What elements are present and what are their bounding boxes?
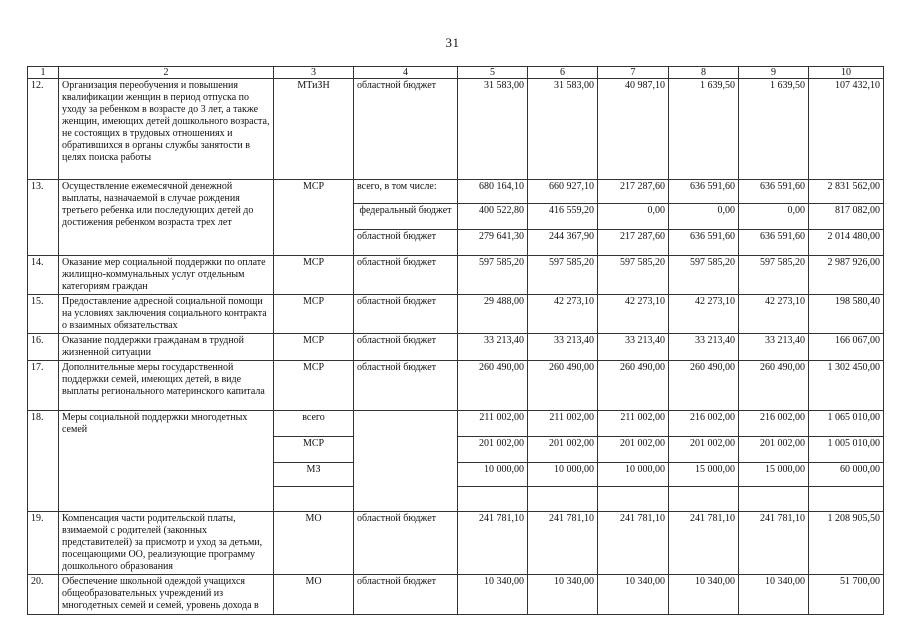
value-cell: 201 002,00: [598, 437, 669, 463]
table-row: [28, 295, 884, 334]
value-cell: 0,00: [739, 204, 809, 230]
executor: МСР: [274, 361, 354, 411]
row-number: 15.: [28, 295, 59, 334]
value-cell: 10 340,00: [669, 575, 739, 615]
funding-source: областной бюджет: [354, 512, 458, 575]
column-header: 10: [809, 67, 884, 79]
empty-cell: [528, 487, 598, 512]
value-cell: 201 002,00: [669, 437, 739, 463]
executor: МЗ: [274, 463, 354, 487]
value-cell: 416 559,20: [528, 204, 598, 230]
measure-name: Оказание мер социальной поддержки по оплате жилищно-коммунальных услуг отдельным категориям граждан: [59, 256, 274, 295]
column-header: 1: [28, 67, 59, 79]
value-cell: 51 700,00: [809, 575, 884, 615]
row-number: 18.: [28, 411, 59, 512]
value-cell: 400 522,80: [458, 204, 528, 230]
value-cell: 10 000,00: [528, 463, 598, 487]
executor: всего: [274, 411, 354, 437]
value-cell: 33 213,40: [458, 334, 528, 361]
value-cell: 241 781,10: [739, 512, 809, 575]
funding-source: федеральный бюджет: [354, 204, 458, 230]
value-cell: 10 340,00: [528, 575, 598, 615]
value-cell: 1 302 450,00: [809, 361, 884, 411]
value-cell: 260 490,00: [528, 361, 598, 411]
empty-cell: [274, 487, 354, 512]
measure-name: Предоставление адресной социальной помощи на условиях заключения социального контракта о взаимных обязательствах: [59, 295, 274, 334]
table-row: [28, 79, 884, 180]
value-cell: 42 273,10: [598, 295, 669, 334]
value-cell: 31 583,00: [458, 79, 528, 180]
value-cell: 1 208 905,50: [809, 512, 884, 575]
value-cell: 216 002,00: [739, 411, 809, 437]
value-cell: 33 213,40: [739, 334, 809, 361]
value-cell: 0,00: [598, 204, 669, 230]
value-cell: 33 213,40: [669, 334, 739, 361]
value-cell: 107 432,10: [809, 79, 884, 180]
measure-name: Обеспечение школьной одеждой учащихся общеобразовательных учреждений из многодетных семей и семей, уровень дохода в: [59, 575, 274, 615]
row-number: 14.: [28, 256, 59, 295]
value-cell: 636 591,60: [739, 230, 809, 256]
funding-source: областной бюджет: [354, 334, 458, 361]
value-cell: 33 213,40: [528, 334, 598, 361]
table-row: [28, 180, 884, 204]
value-cell: 279 641,30: [458, 230, 528, 256]
empty-cell: [739, 487, 809, 512]
value-cell: 201 002,00: [739, 437, 809, 463]
value-cell: 1 065 010,00: [809, 411, 884, 437]
column-header: 5: [458, 67, 528, 79]
header-row: [28, 67, 884, 79]
row-number: 19.: [28, 512, 59, 575]
value-cell: 1 639,50: [669, 79, 739, 180]
column-header: 9: [739, 67, 809, 79]
value-cell: 211 002,00: [598, 411, 669, 437]
empty-cell: [458, 487, 528, 512]
value-cell: 31 583,00: [528, 79, 598, 180]
value-cell: 636 591,60: [739, 180, 809, 204]
value-cell: 33 213,40: [598, 334, 669, 361]
empty-cell: [669, 487, 739, 512]
value-cell: 817 082,00: [809, 204, 884, 230]
value-cell: 680 164,10: [458, 180, 528, 204]
value-cell: 10 000,00: [458, 463, 528, 487]
value-cell: 260 490,00: [739, 361, 809, 411]
value-cell: 15 000,00: [739, 463, 809, 487]
value-cell: 201 002,00: [528, 437, 598, 463]
value-cell: 211 002,00: [528, 411, 598, 437]
value-cell: 2 014 480,00: [809, 230, 884, 256]
value-cell: 10 340,00: [739, 575, 809, 615]
value-cell: 2 831 562,00: [809, 180, 884, 204]
value-cell: 597 585,20: [669, 256, 739, 295]
value-cell: 201 002,00: [458, 437, 528, 463]
value-cell: 660 927,10: [528, 180, 598, 204]
row-number: 13.: [28, 180, 59, 256]
empty-cell: [598, 487, 669, 512]
value-cell: 217 287,60: [598, 230, 669, 256]
empty-cell: [809, 487, 884, 512]
value-cell: 211 002,00: [458, 411, 528, 437]
column-header: 3: [274, 67, 354, 79]
value-cell: 60 000,00: [809, 463, 884, 487]
measure-name: Меры социальной поддержки многодетных семей: [59, 411, 274, 512]
value-cell: 636 591,60: [669, 180, 739, 204]
funding-source: [354, 411, 458, 512]
value-cell: 597 585,20: [528, 256, 598, 295]
value-cell: 29 488,00: [458, 295, 528, 334]
measure-name: Дополнительные меры государственной поддержки семей, имеющих детей, в виде выплаты регионального материнского капитала: [59, 361, 274, 411]
value-cell: 2 987 926,00: [809, 256, 884, 295]
table-row: [28, 411, 884, 437]
value-cell: 42 273,10: [528, 295, 598, 334]
value-cell: 0,00: [669, 204, 739, 230]
executor: МСР: [274, 334, 354, 361]
value-cell: 15 000,00: [669, 463, 739, 487]
value-cell: 216 002,00: [669, 411, 739, 437]
column-header: 6: [528, 67, 598, 79]
budget-table: [27, 66, 884, 615]
value-cell: 42 273,10: [739, 295, 809, 334]
value-cell: 260 490,00: [458, 361, 528, 411]
value-cell: 241 781,10: [598, 512, 669, 575]
value-cell: 10 340,00: [598, 575, 669, 615]
value-cell: 10 340,00: [458, 575, 528, 615]
value-cell: 597 585,20: [458, 256, 528, 295]
executor: МО: [274, 512, 354, 575]
value-cell: 244 367,90: [528, 230, 598, 256]
value-cell: 166 067,00: [809, 334, 884, 361]
table-row: [28, 575, 884, 615]
value-cell: 198 580,40: [809, 295, 884, 334]
page-number: 31: [445, 35, 460, 50]
executor: МТиЗН: [274, 79, 354, 180]
measure-name: Организация переобучения и повышения квалификации женщин в период отпуска по уходу за ребенком в возрасте до 3 лет, а также женщин, имеющих детей дошкольного возраста, не состоящих в трудовых отношениях и обратившихся в органы службы занятости в целях поиска работы: [59, 79, 274, 180]
table-row: [28, 256, 884, 295]
column-header: 2: [59, 67, 274, 79]
measure-name: Осуществление ежемесячной денежной выплаты, назначаемой в случае рождения третьего ребенка или последующих детей до достижения ребенком возраста трех лет: [59, 180, 274, 256]
value-cell: 1 639,50: [739, 79, 809, 180]
column-header: 4: [354, 67, 458, 79]
funding-source: областной бюджет: [354, 361, 458, 411]
funding-source: областной бюджет: [354, 575, 458, 615]
value-cell: 241 781,10: [528, 512, 598, 575]
executor: МСР: [274, 256, 354, 295]
measure-name: Компенсация части родительской платы, взимаемой с родителей (законных представителей) за присмотр и уход за детьми, посещающими ОО, реализующие программу дошкольного образования: [59, 512, 274, 575]
funding-source: областной бюджет: [354, 256, 458, 295]
row-number: 20.: [28, 575, 59, 615]
value-cell: 597 585,20: [598, 256, 669, 295]
row-number: 17.: [28, 361, 59, 411]
table-row: [28, 512, 884, 575]
executor: МСР: [274, 437, 354, 463]
value-cell: 241 781,10: [458, 512, 528, 575]
executor: МО: [274, 575, 354, 615]
row-number: 12.: [28, 79, 59, 180]
value-cell: 597 585,20: [739, 256, 809, 295]
row-number: 16.: [28, 334, 59, 361]
value-cell: 241 781,10: [669, 512, 739, 575]
table-row: [28, 361, 884, 411]
value-cell: 40 987,10: [598, 79, 669, 180]
executor: МСР: [274, 295, 354, 334]
value-cell: 217 287,60: [598, 180, 669, 204]
funding-source: всего, в том числе:: [354, 180, 458, 204]
funding-source: областной бюджет: [354, 295, 458, 334]
value-cell: 10 000,00: [598, 463, 669, 487]
executor: МСР: [274, 180, 354, 256]
funding-source: областной бюджет: [354, 79, 458, 180]
column-header: 7: [598, 67, 669, 79]
value-cell: 1 005 010,00: [809, 437, 884, 463]
measure-name: Оказание поддержки гражданам в трудной жизненной ситуации: [59, 334, 274, 361]
table-row: [28, 334, 884, 361]
value-cell: 260 490,00: [598, 361, 669, 411]
funding-source: областной бюджет: [354, 230, 458, 256]
column-header: 8: [669, 67, 739, 79]
value-cell: 260 490,00: [669, 361, 739, 411]
value-cell: 636 591,60: [669, 230, 739, 256]
value-cell: 42 273,10: [669, 295, 739, 334]
